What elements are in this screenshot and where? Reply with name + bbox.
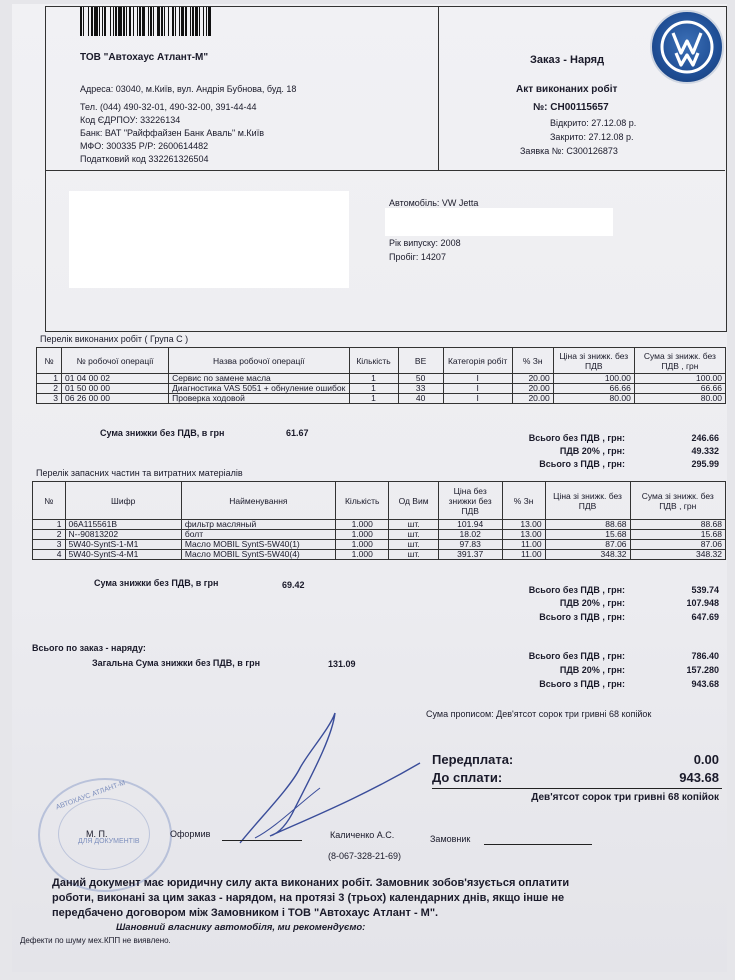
company-tax-code: Податковий код 332261326504 bbox=[80, 154, 209, 164]
table-cell: 2 bbox=[33, 530, 66, 540]
table-cell: 01 50 00 00 bbox=[62, 384, 169, 394]
summary-in-words: Сума прописом: Дев'ятсот сорок три гривні 68 копійок bbox=[426, 709, 652, 719]
parts-total-label: Всього без ПДВ , грн: bbox=[528, 585, 625, 595]
table-cell: 20.00 bbox=[512, 374, 553, 384]
table-cell: 01 04 00 02 bbox=[62, 374, 169, 384]
order-request: Заявка №: С300126873 bbox=[520, 146, 618, 156]
table-cell: 20.00 bbox=[512, 384, 553, 394]
table-cell: 1.000 bbox=[335, 520, 388, 530]
table-cell: 11.00 bbox=[502, 550, 545, 560]
order-number: №: СН00115657 bbox=[533, 102, 609, 113]
topay-value: 943.68 bbox=[679, 770, 719, 785]
parts-vat-value: 107.948 bbox=[686, 598, 719, 608]
summary-total-label: Всього без ПДВ , грн: bbox=[528, 651, 625, 661]
signature-scribble bbox=[200, 708, 440, 848]
notice-line-1: Даний документ має юридичну силу акта виконаних робіт. Замовник зобов'язується оплатити bbox=[52, 877, 570, 889]
table-cell: 13.00 bbox=[502, 520, 545, 530]
summary-discount-label: Загальна Сума знижки без ПДВ, в грн bbox=[92, 658, 261, 668]
table-cell: 06 26 00 00 bbox=[62, 394, 169, 404]
table-cell: 20.00 bbox=[512, 394, 553, 404]
parts-gross-value: 647.69 bbox=[691, 612, 719, 622]
table-cell: I bbox=[443, 374, 512, 384]
summary-title: Всього по заказ - наряду: bbox=[32, 643, 146, 653]
works-col-discount: % Зн bbox=[512, 348, 553, 374]
company-phone: Тел. (044) 490-32-01, 490-32-00, 391-44-44 bbox=[80, 102, 257, 112]
works-col-price: Ціна зі знижк. без ПДВ bbox=[553, 348, 634, 374]
table-cell: 1.000 bbox=[335, 540, 388, 550]
parts-total-value: 539.74 bbox=[691, 585, 719, 595]
works-gross-value: 295.99 bbox=[691, 459, 719, 469]
prepay-label: Передплата: bbox=[432, 752, 514, 767]
works-discount-value: 61.67 bbox=[286, 428, 309, 438]
parts-col-code: Шифр bbox=[65, 482, 181, 520]
works-col-qty: Кількість bbox=[349, 348, 398, 374]
works-header-row bbox=[37, 348, 726, 374]
table-cell: 87.06 bbox=[545, 540, 630, 550]
works-table bbox=[36, 347, 726, 404]
table-cell: шт. bbox=[389, 540, 438, 550]
works-total-value: 246.66 bbox=[691, 433, 719, 443]
table-cell: 88.68 bbox=[630, 520, 725, 530]
defects-line: Дефекти по шуму мех.КПП не виявлено. bbox=[20, 936, 171, 945]
parts-col-sum: Сума зі знижк. без ПДВ , грн bbox=[630, 482, 725, 520]
table-cell: 15.68 bbox=[630, 530, 725, 540]
table-cell: 348.32 bbox=[630, 550, 725, 560]
table-row bbox=[33, 550, 726, 560]
table-row bbox=[37, 394, 726, 404]
topay-label: До сплати: bbox=[432, 770, 503, 785]
table-row bbox=[33, 530, 726, 540]
table-cell: 2 bbox=[37, 384, 62, 394]
table-cell: Сервис по замене масла bbox=[169, 374, 349, 384]
car-mileage: Пробіг: 14207 bbox=[389, 252, 446, 262]
works-col-num: № bbox=[37, 348, 62, 374]
parts-discount-label: Сума знижки без ПДВ, в грн bbox=[94, 578, 219, 588]
parts-col-price: Ціна без знижки без ПДВ bbox=[438, 482, 502, 520]
table-cell: 13.00 bbox=[502, 530, 545, 540]
footer-customer: Замовник bbox=[430, 834, 471, 844]
table-cell: 348.32 bbox=[545, 550, 630, 560]
summary-vat-value: 157.280 bbox=[686, 665, 719, 675]
table-cell: Масло MOBIL SyntS-5W40(4) bbox=[181, 550, 335, 560]
company-name: ТОВ "Автохаус Атлант-М" bbox=[80, 52, 209, 63]
table-row bbox=[33, 540, 726, 550]
works-gross-label: Всього з ПДВ , грн: bbox=[539, 459, 625, 469]
stamp-text-outer: АВТОХАУС АТЛАНТ-М bbox=[55, 779, 127, 812]
table-cell: Диагностика VAS 5051 + обнуление ошибок bbox=[169, 384, 349, 394]
table-cell: 1 bbox=[349, 384, 398, 394]
works-col-opname: Назва робочої операції bbox=[169, 348, 349, 374]
table-cell: 1 bbox=[33, 520, 66, 530]
works-discount-label: Сума знижки без ПДВ, в грн bbox=[100, 428, 225, 438]
summary-discount-value: 131.09 bbox=[328, 659, 356, 669]
table-cell: 66.66 bbox=[553, 384, 634, 394]
parts-col-qty: Кількість bbox=[335, 482, 388, 520]
footer-manager-phone: (8-067-328-21-69) bbox=[328, 851, 402, 861]
works-col-category: Категорія робіт bbox=[443, 348, 512, 374]
topay-underline bbox=[432, 788, 722, 789]
customer-signature-line bbox=[484, 844, 592, 845]
table-cell: 5W40-SyntS-1-M1 bbox=[65, 540, 181, 550]
parts-title: Перелік запасних частин та витратних матеріалів bbox=[36, 468, 243, 478]
works-col-sum: Сума зі знижк. без ПДВ , грн bbox=[634, 348, 725, 374]
notice-line-3: передбачено договором між Замовником і ТОВ "Автохаус Атлант - М". bbox=[52, 907, 439, 919]
table-cell: шт. bbox=[389, 520, 438, 530]
parts-header-row bbox=[33, 482, 726, 520]
summary-gross-value: 943.68 bbox=[691, 679, 719, 689]
table-cell: 4 bbox=[33, 550, 66, 560]
footer-mp: М. П. bbox=[86, 829, 108, 839]
parts-table bbox=[32, 481, 726, 560]
table-cell: 391.37 bbox=[438, 550, 502, 560]
parts-gross-label: Всього з ПДВ , грн: bbox=[539, 612, 625, 622]
summary-vat-label: ПДВ 20% , грн: bbox=[559, 665, 625, 675]
table-cell: 11.00 bbox=[502, 540, 545, 550]
redacted-vin-block bbox=[385, 208, 613, 236]
table-cell: 100.00 bbox=[553, 374, 634, 384]
table-row bbox=[37, 374, 726, 384]
company-mfo: МФО: 300335 Р/Р: 2600614482 bbox=[80, 141, 209, 151]
order-closed: Закрито: 27.12.08 р. bbox=[550, 132, 634, 142]
footer-formed: Оформив bbox=[170, 829, 211, 839]
stamp-text-inner: ДЛЯ ДОКУМЕНТІВ bbox=[78, 838, 140, 845]
table-cell: N--90813202 bbox=[65, 530, 181, 540]
table-cell: I bbox=[443, 384, 512, 394]
table-cell: 18.02 bbox=[438, 530, 502, 540]
table-row bbox=[33, 520, 726, 530]
recommend-line: Шановний власнику автомобіля, ми рекомендуємо: bbox=[116, 922, 366, 933]
order-opened: Відкрито: 27.12.08 р. bbox=[550, 118, 637, 128]
table-cell: I bbox=[443, 394, 512, 404]
table-cell: 66.66 bbox=[634, 384, 725, 394]
table-cell: 1 bbox=[37, 374, 62, 384]
header-divider-vertical bbox=[438, 6, 439, 170]
table-cell: 5W40-SyntS-4-M1 bbox=[65, 550, 181, 560]
header-divider-horizontal bbox=[45, 170, 725, 171]
order-subtitle: Акт виконаних робіт bbox=[516, 84, 618, 95]
formed-signature-line bbox=[222, 840, 302, 841]
table-cell: 1.000 bbox=[335, 530, 388, 540]
table-cell: шт. bbox=[389, 550, 438, 560]
table-cell: 97.83 bbox=[438, 540, 502, 550]
redacted-customer-block bbox=[69, 191, 349, 288]
works-total-label: Всього без ПДВ , грн: bbox=[528, 433, 625, 443]
works-vat-value: 49.332 bbox=[691, 446, 719, 456]
table-cell: Масло MOBIL SyntS-5W40(1) bbox=[181, 540, 335, 550]
table-cell: 1 bbox=[349, 374, 398, 384]
table-cell: 3 bbox=[37, 394, 62, 404]
table-cell: фильтр масляный bbox=[181, 520, 335, 530]
parts-col-unit: Од Вим bbox=[389, 482, 438, 520]
table-cell: 33 bbox=[398, 384, 443, 394]
table-cell: 87.06 bbox=[630, 540, 725, 550]
summary-total-value: 786.40 bbox=[691, 651, 719, 661]
table-cell: 1 bbox=[349, 394, 398, 404]
parts-col-discount: % Зн bbox=[502, 482, 545, 520]
table-cell: 1.000 bbox=[335, 550, 388, 560]
table-cell: шт. bbox=[389, 530, 438, 540]
table-cell: 101.94 bbox=[438, 520, 502, 530]
footer-manager: Каличенко А.С. bbox=[330, 830, 395, 840]
car-year: Рік випуску: 2008 bbox=[389, 238, 461, 248]
works-vat-label: ПДВ 20% , грн: bbox=[559, 446, 625, 456]
parts-vat-label: ПДВ 20% , грн: bbox=[559, 598, 625, 608]
table-cell: 06A115561B bbox=[65, 520, 181, 530]
table-cell: 80.00 bbox=[634, 394, 725, 404]
company-edrpou: Код ЄДРПОУ: 33226134 bbox=[80, 115, 181, 125]
parts-col-discprice: Ціна зі знижк. без ПДВ bbox=[545, 482, 630, 520]
company-address: Адреса: 03040, м.Київ, вул. Андрія Бубнова, буд. 18 bbox=[80, 84, 297, 94]
works-title: Перелік виконаних робіт ( Група С ) bbox=[40, 334, 189, 344]
table-cell: 100.00 bbox=[634, 374, 725, 384]
parts-col-num: № bbox=[33, 482, 66, 520]
table-cell: Проверка ходовой bbox=[169, 394, 349, 404]
summary-gross-label: Всього з ПДВ , грн: bbox=[539, 679, 625, 689]
table-cell: 3 bbox=[33, 540, 66, 550]
works-col-ve: ВЕ bbox=[398, 348, 443, 374]
order-title: Заказ - Наряд bbox=[530, 54, 605, 66]
vw-logo-icon bbox=[650, 10, 724, 84]
table-cell: 88.68 bbox=[545, 520, 630, 530]
topay-words: Дев'ятсот сорок три гривні 68 копійок bbox=[531, 792, 719, 803]
parts-col-name: Найменування bbox=[181, 482, 335, 520]
table-cell: 15.68 bbox=[545, 530, 630, 540]
table-row bbox=[37, 384, 726, 394]
table-cell: 40 bbox=[398, 394, 443, 404]
table-cell: 80.00 bbox=[553, 394, 634, 404]
prepay-value: 0.00 bbox=[693, 752, 719, 767]
notice-line-2: роботи, виконані за цим заказ - нарядом, на протязі 3 (трьох) календарних днів, якщо інше не bbox=[52, 892, 565, 904]
table-cell: 50 bbox=[398, 374, 443, 384]
parts-discount-value: 69.42 bbox=[282, 580, 305, 590]
works-col-opnum: № робочої операції bbox=[62, 348, 169, 374]
table-cell: болт bbox=[181, 530, 335, 540]
car-model: Автомобіль: VW Jetta bbox=[389, 198, 479, 208]
company-bank: Банк: ВАТ "Райффайзен Банк Аваль" м.Київ bbox=[80, 128, 264, 138]
